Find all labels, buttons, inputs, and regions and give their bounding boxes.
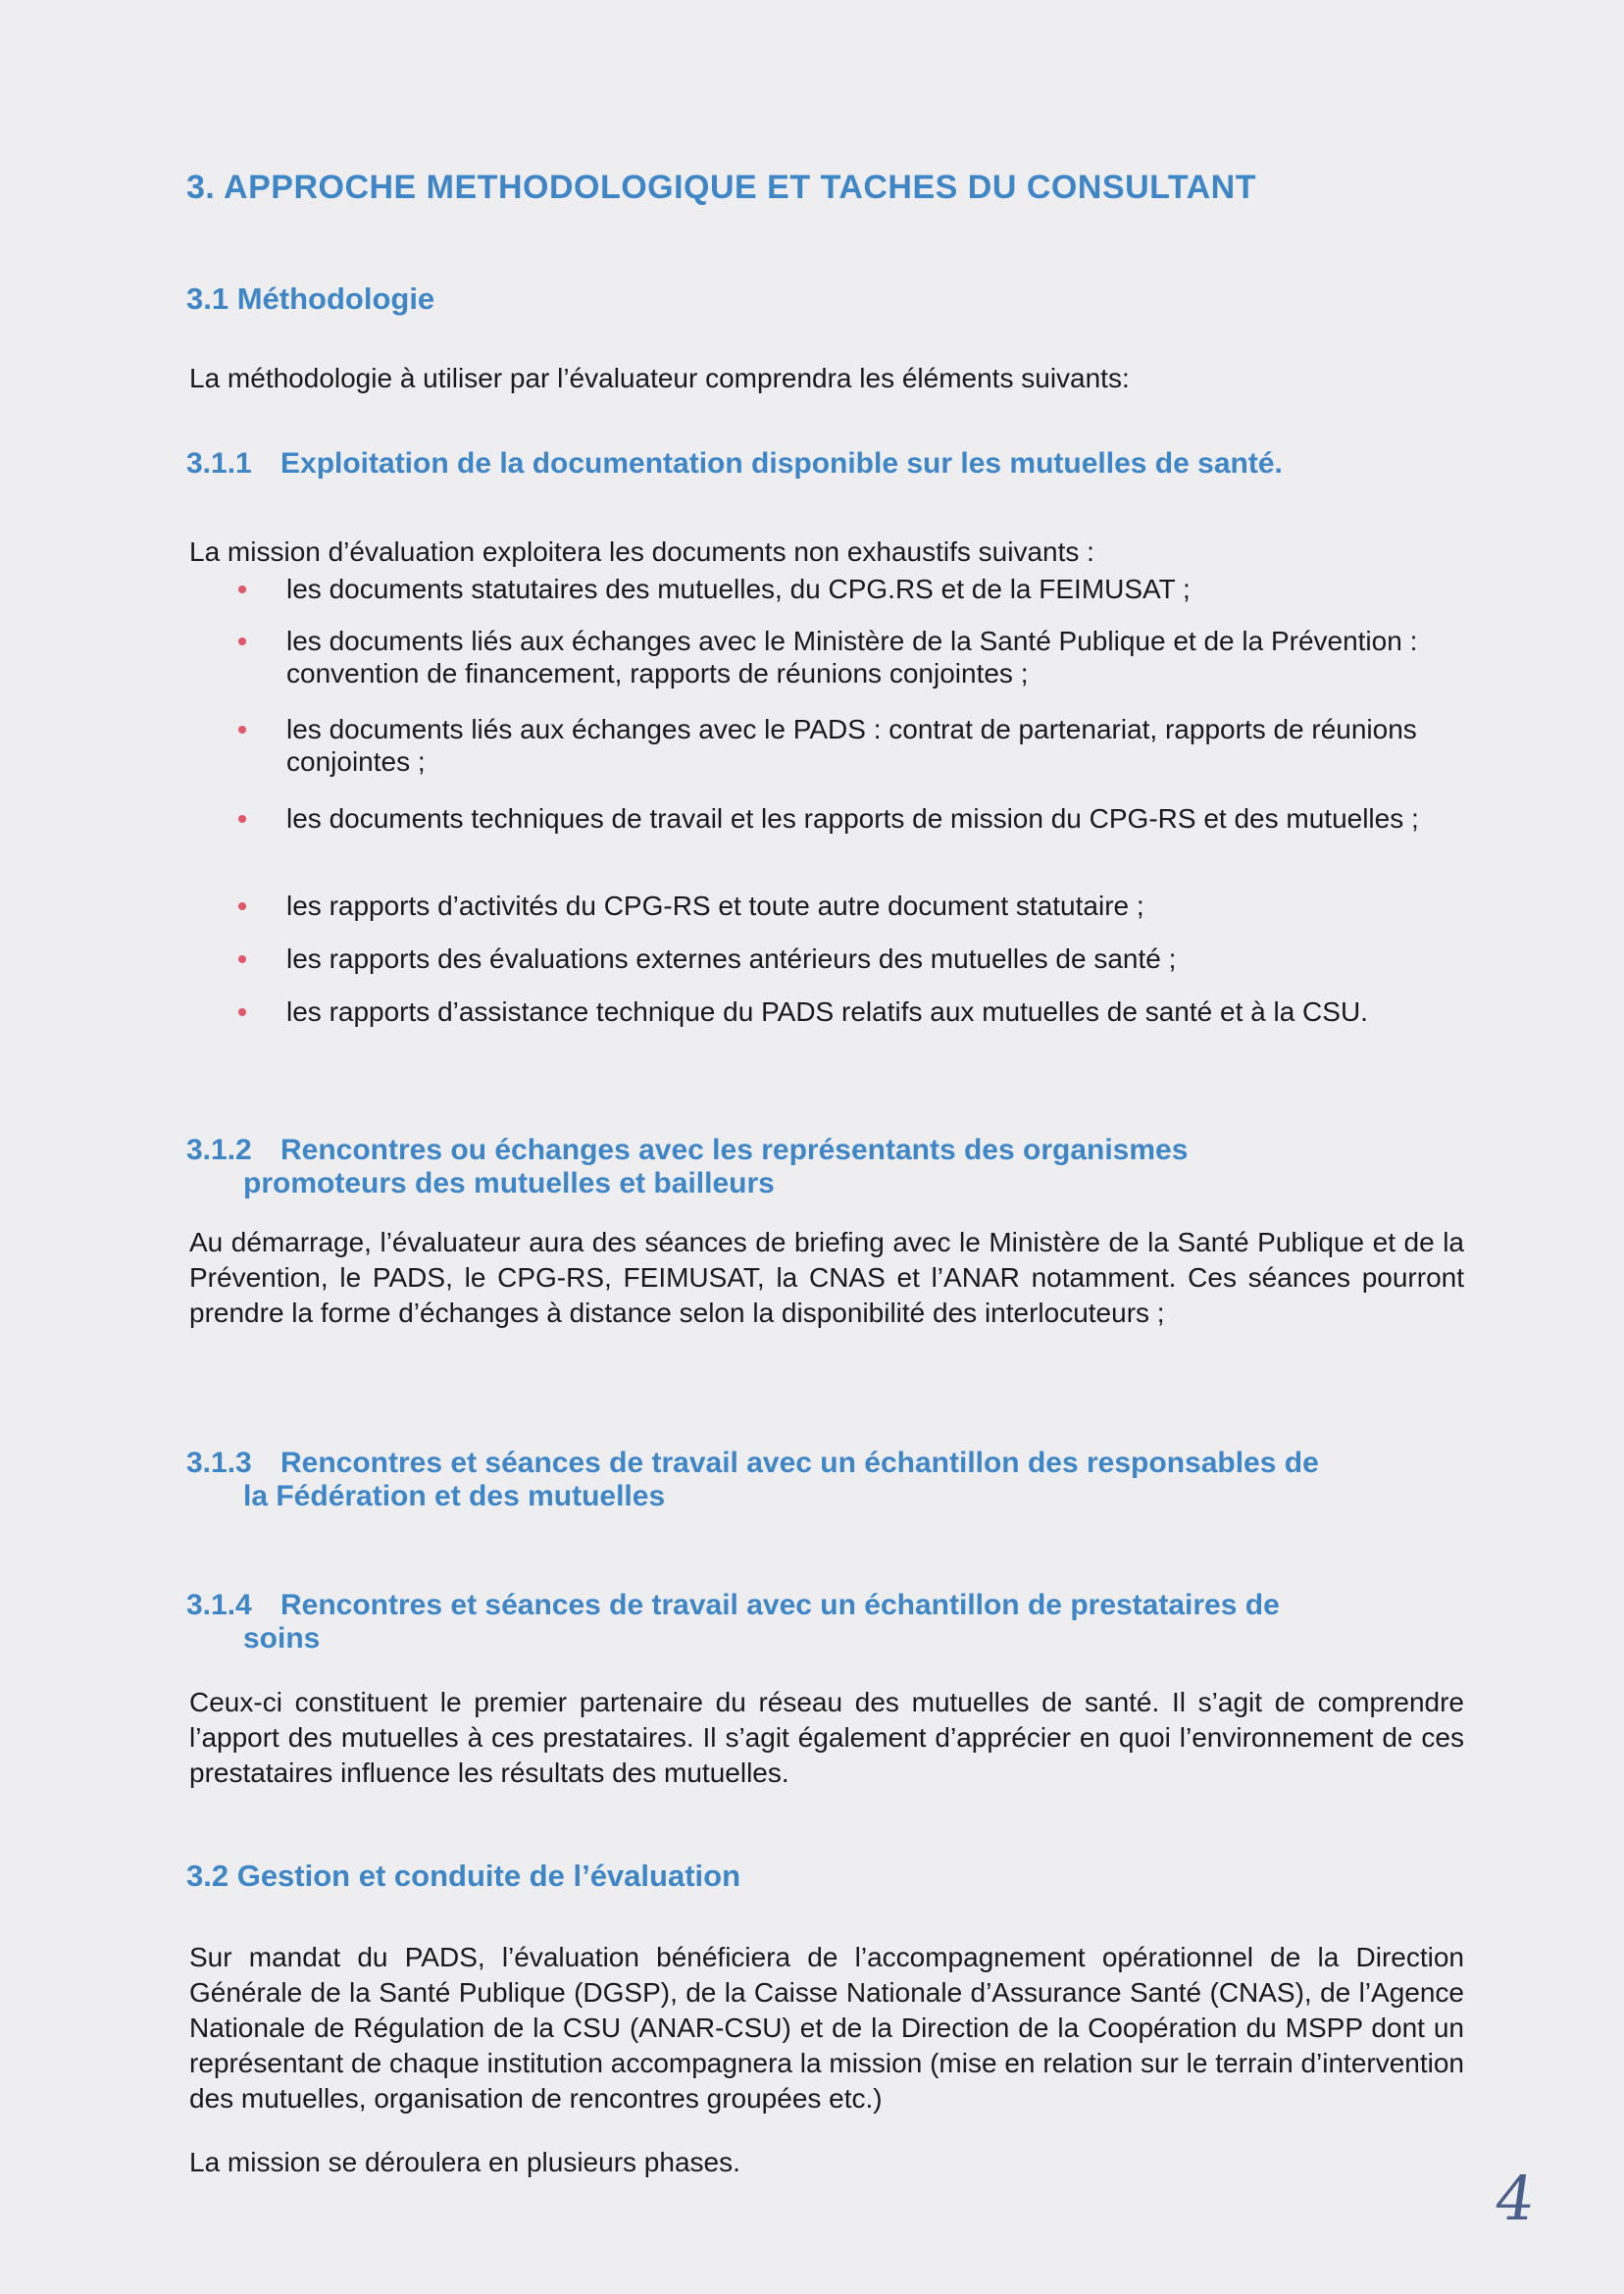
list-item: les rapports d’assistance technique du PADS relatifs aux mutuelles de santé et à la CSU. — [232, 995, 1434, 1028]
bullet-icon — [238, 637, 246, 645]
section-number: 3.1.3 — [186, 1447, 252, 1479]
section-3-2-closing: La mission se déroulera en plusieurs phases. — [189, 2147, 740, 2177]
list-item: les rapports d’activités du CPG-RS et toute autre document statutaire ; — [232, 890, 1434, 922]
section-number: 3.1.1 — [186, 447, 252, 480]
section-3-1-1-heading — [186, 447, 1283, 481]
bullet-icon — [238, 726, 246, 734]
section-3-1-1-intro: La mission d’évaluation exploitera les documents non exhaustifs suivants : — [189, 536, 1094, 567]
section-3-1-2-body: Au démarrage, l’évaluateur aura des séances de briefing avec le Ministère de la Santé Publique et de la Prévention, le PADS, le CPG-RS, FEIMUSAT, la CNAS et l’ANAR notamment. Ces séances pourront prendre la forme d’échanges à distance selon la disponibilité des interlocuteurs ; — [189, 1227, 1464, 1328]
section-3-heading: 3. APPROCHE METHODOLOGIQUE ET TACHES DU CONSULTANT — [186, 169, 1256, 206]
section-3-1-intro: La méthodologie à utiliser par l’évaluateur comprendra les éléments suivants: — [189, 363, 1130, 393]
bullet-icon — [238, 902, 246, 910]
section-3-2-heading: 3.2 Gestion et conduite de l’évaluation — [186, 1859, 741, 1893]
list-item: les documents liés aux échanges avec le PADS : contrat de partenariat, rapports de réunions conjointes ; — [232, 713, 1434, 778]
section-3-1-2-heading — [186, 1134, 1500, 1200]
section-3-1-3-heading — [186, 1447, 1540, 1513]
section-3-1-4-heading — [186, 1589, 1540, 1656]
section-title: Exploitation de la documentation disponible sur les mutuelles de santé. — [280, 447, 1283, 480]
section-title-line2: soins — [243, 1622, 321, 1655]
section-title-line1: Rencontres ou échanges avec les représentants des organismes — [280, 1134, 1189, 1166]
section-title-line2: la Fédération et des mutuelles — [243, 1480, 666, 1512]
section-3-1-4-body: Ceux-ci constituent le premier partenaire du réseau des mutuelles de santé. Il s’agit de comprendre l’apport des mutuelles à ces prestataires. Il s’agit également d’apprécier en quoi l’environnement de ces prestataires influence les résultats des mutuelles. — [189, 1687, 1464, 1788]
page-number: 4 — [1490, 2163, 1540, 2234]
list-item: les rapports des évaluations externes antérieurs des mutuelles de santé ; — [232, 943, 1434, 975]
bullet-icon — [238, 815, 246, 823]
list-item: les documents techniques de travail et les rapports de mission du CPG-RS et des mutuelles ; — [232, 802, 1434, 835]
bullet-icon — [238, 1008, 246, 1016]
bullet-icon — [238, 586, 246, 593]
section-title-line1: Rencontres et séances de travail avec un échantillon des responsables de — [280, 1447, 1319, 1479]
section-3-2-body: Sur mandat du PADS, l’évaluation bénéficiera de l’accompagnement opérationnel de la Direction Générale de la Santé Publique (DGSP), de la Caisse Nationale d’Assurance Santé (CNAS), de l’Agence Nationale de Régulation de la CSU (ANAR-CSU) et de la Direction de la Coopération du MSPP dont un représentant de chaque institution accompagnera la mission (mise en relation sur le terrain d’intervention des mutuelles, organisation de rencontres groupées etc.) — [189, 1942, 1464, 2114]
section-3-1-heading: 3.1 Méthodologie — [186, 281, 435, 316]
section-title-line2: promoteurs des mutuelles et bailleurs — [243, 1167, 775, 1199]
list-item: les documents liés aux échanges avec le Ministère de la Santé Publique et de la Prévention : convention de financement, rapports de réunions conjointes ; — [232, 625, 1434, 689]
bullet-icon — [238, 955, 246, 963]
list-item: les documents statutaires des mutuelles, du CPG.RS et de la FEIMUSAT ; — [232, 573, 1434, 605]
section-title-line1: Rencontres et séances de travail avec un échantillon de prestataires de — [280, 1589, 1280, 1621]
section-number: 3.1.4 — [186, 1589, 252, 1621]
section-number: 3.1.2 — [186, 1134, 252, 1166]
